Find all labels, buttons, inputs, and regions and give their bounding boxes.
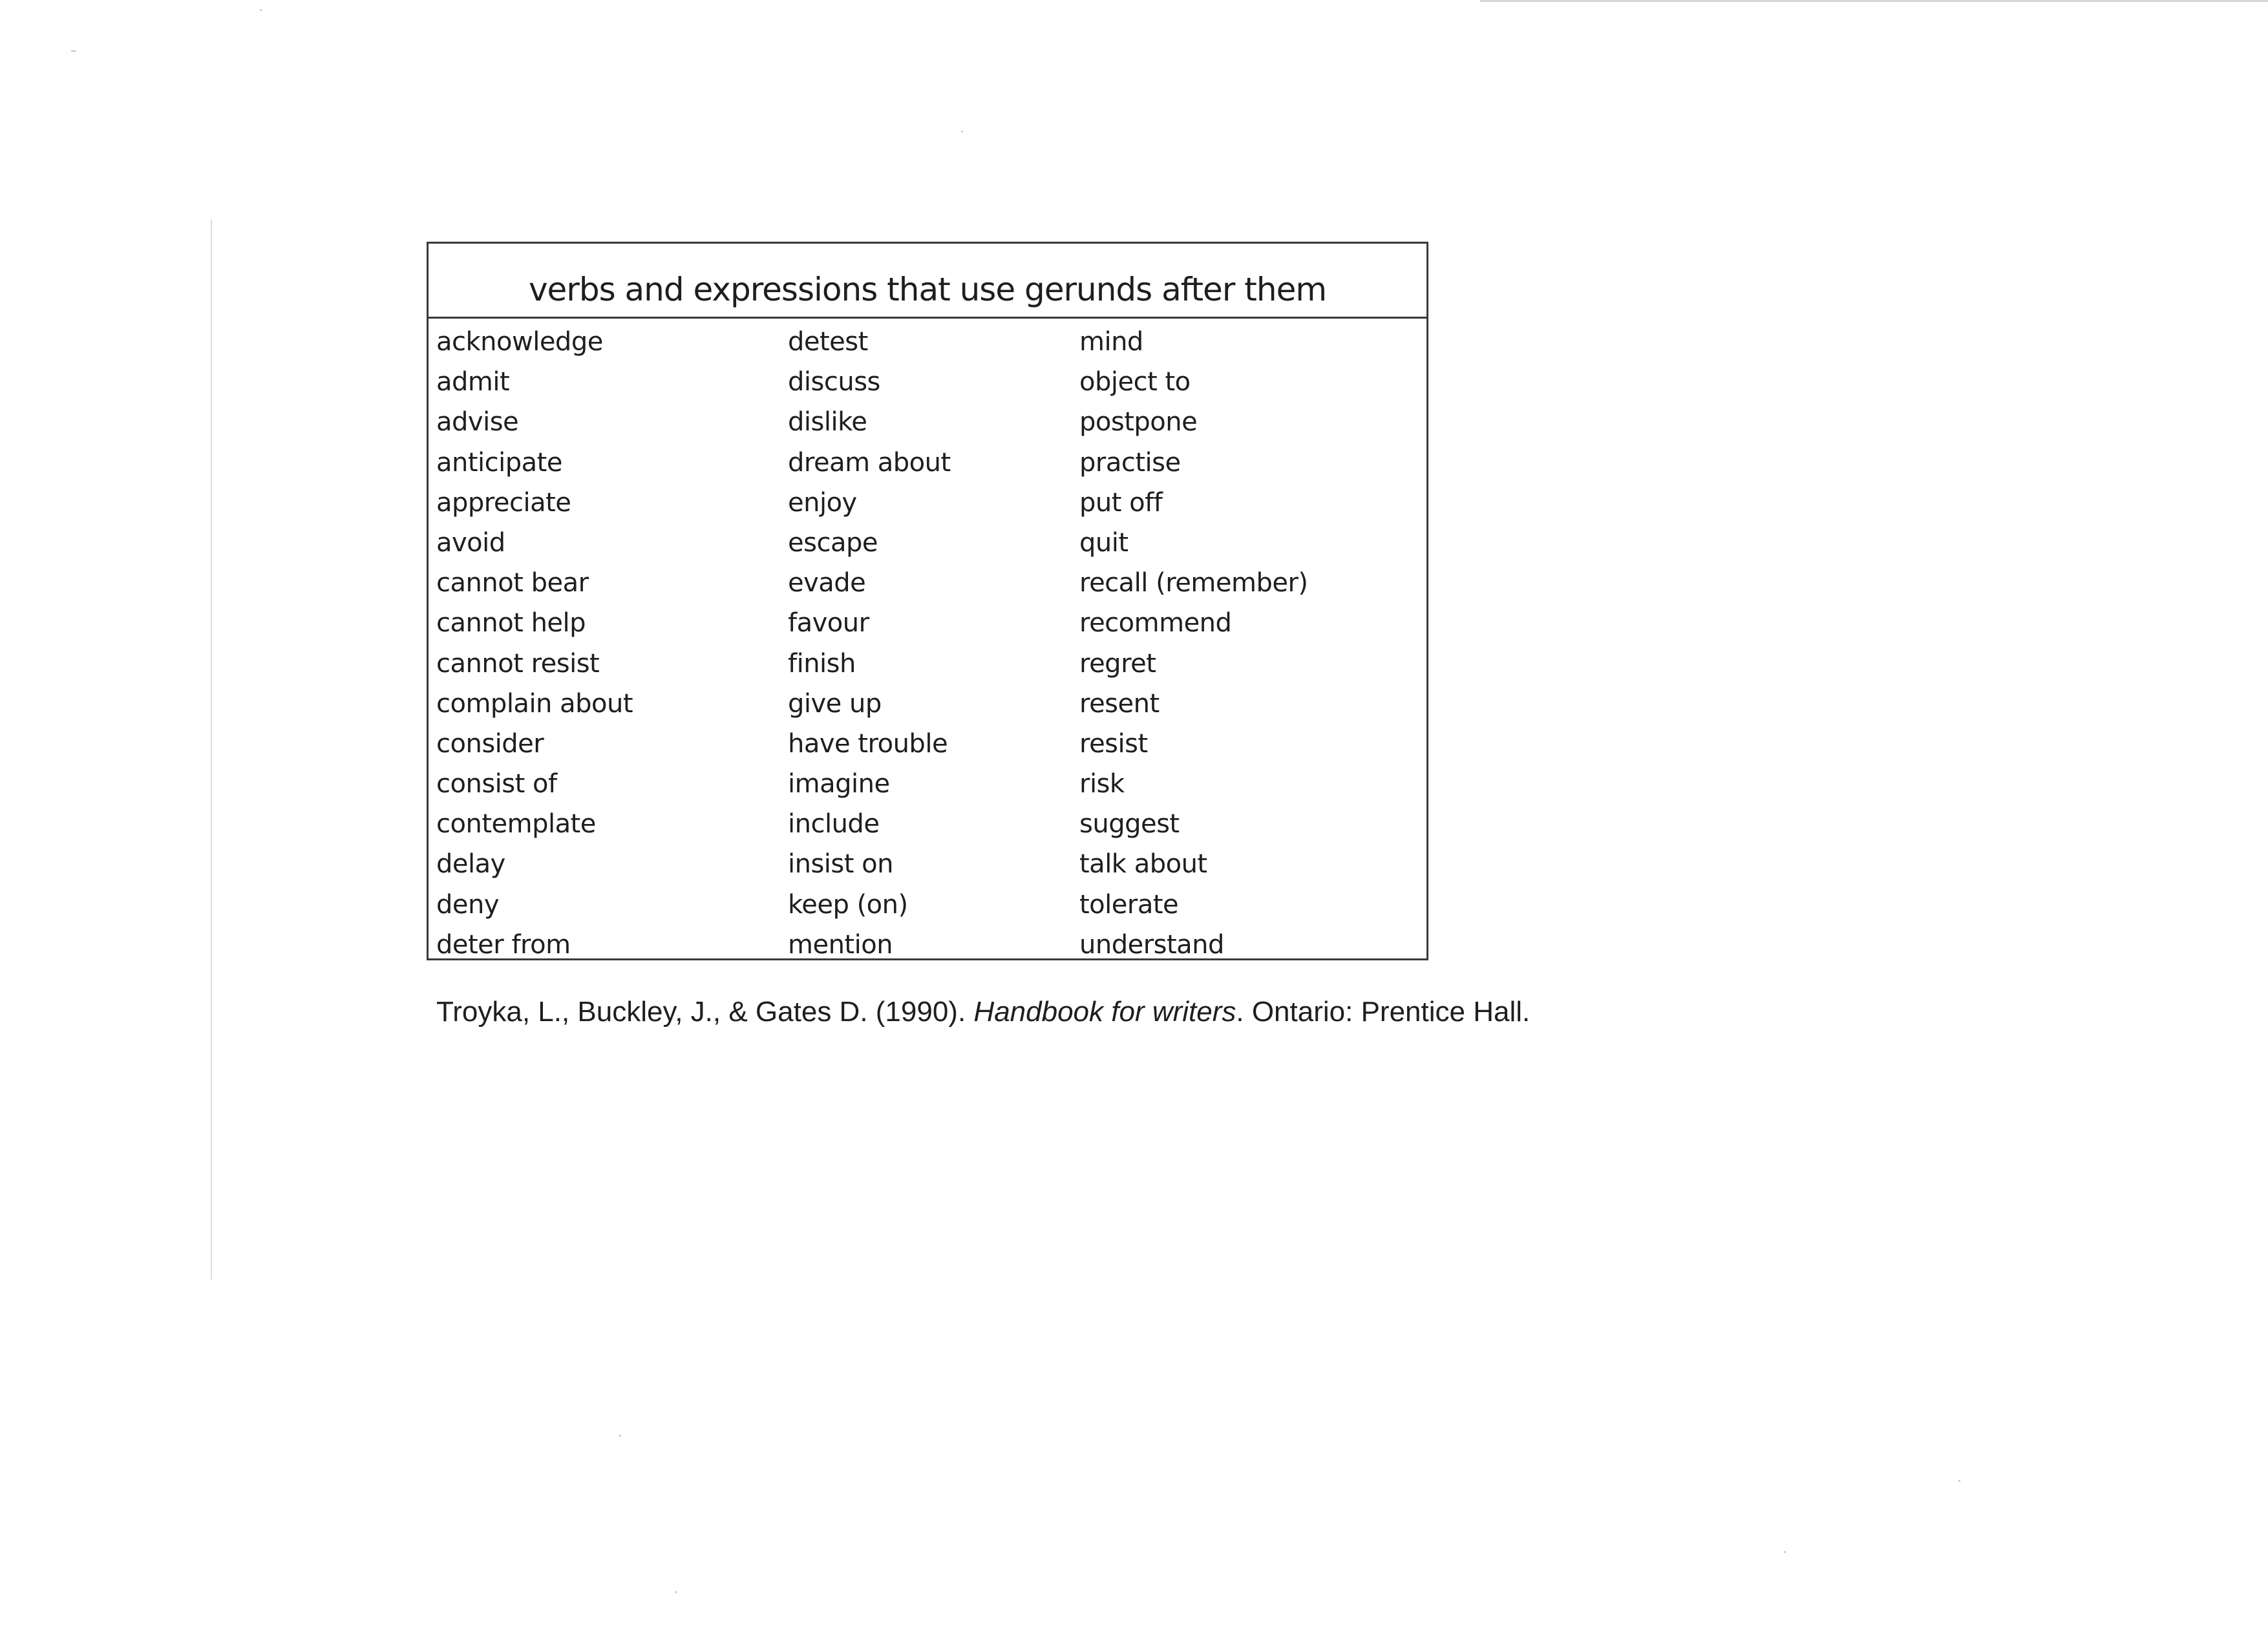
verb-entry: tolerate (1079, 889, 1179, 920)
verb-entry: detest (788, 327, 868, 357)
verb-entry: resist (1079, 728, 1148, 759)
verb-entry: anticipate (436, 447, 562, 478)
verb-entry: regret (1079, 648, 1156, 679)
citation-authors: Troyka, L., Buckley, J., & Gates D. (1990). (436, 996, 966, 1028)
verb-entry: cannot bear (436, 568, 589, 598)
verb-entry: escape (788, 527, 878, 558)
scan-speck (961, 131, 963, 132)
verb-entry: appreciate (436, 487, 571, 518)
verb-entry: favour (788, 608, 869, 639)
scan-speck (619, 1435, 621, 1437)
verb-entry: suggest (1079, 809, 1180, 840)
verb-entry: finish (788, 648, 856, 679)
verb-entry: include (788, 809, 880, 840)
verb-entry: dream about (788, 447, 951, 478)
citation-book-title: Handbook for writers (973, 996, 1236, 1028)
scan-speck (1784, 1551, 1786, 1553)
citation (436, 993, 1530, 1031)
verb-entry: consist of (436, 769, 557, 799)
scan-speck (675, 1591, 677, 1593)
verb-entry: consider (436, 728, 544, 759)
verb-entry: risk (1079, 769, 1125, 799)
verb-entry: practise (1079, 447, 1181, 478)
verb-entry: contemplate (436, 809, 596, 840)
scan-speck (1958, 1480, 1960, 1482)
verb-column-3 (1079, 322, 1308, 965)
verb-column-2 (788, 322, 951, 965)
margin-line (211, 220, 212, 1280)
citation-publisher: . Ontario: Prentice Hall. (1236, 996, 1531, 1028)
verb-entry: have trouble (788, 728, 948, 759)
gerund-verbs-table (427, 242, 1428, 960)
verb-entry: evade (788, 568, 866, 598)
verb-entry: cannot resist (436, 648, 600, 679)
verb-entry: advise (436, 407, 519, 438)
verb-entry: admit (436, 367, 510, 397)
verb-entry: complain about (436, 688, 633, 719)
verb-entry: talk about (1079, 849, 1207, 880)
scan-speck (71, 50, 76, 52)
verb-entry: avoid (436, 527, 505, 558)
scan-edge (1480, 0, 2268, 2)
verb-entry: mind (1079, 327, 1143, 357)
verb-column-1 (436, 322, 633, 965)
verb-entry: insist on (788, 849, 893, 880)
verb-entry: discuss (788, 367, 880, 397)
verb-entry: dislike (788, 407, 867, 438)
verb-entry: give up (788, 688, 882, 719)
verb-entry: postpone (1079, 407, 1198, 438)
verb-entry: resent (1079, 688, 1160, 719)
verb-entry: deny (436, 889, 500, 920)
verb-entry: enjoy (788, 487, 857, 518)
verb-entry: put off (1079, 487, 1163, 518)
verb-entry: imagine (788, 769, 890, 799)
scan-speck (260, 9, 262, 11)
table-title: verbs and expressions that use gerunds after them (429, 244, 1426, 319)
verb-entry: quit (1079, 527, 1129, 558)
verb-entry: mention (788, 929, 893, 960)
verb-entry: recommend (1079, 608, 1232, 639)
verb-entry: understand (1079, 929, 1224, 960)
verb-entry: object to (1079, 367, 1191, 397)
verb-entry: delay (436, 849, 505, 880)
verb-entry: recall (remember) (1079, 568, 1308, 598)
verb-entry: keep (on) (788, 889, 908, 920)
verb-entry: acknowledge (436, 327, 603, 357)
verb-entry: cannot help (436, 608, 586, 639)
verb-entry: deter from (436, 929, 571, 960)
